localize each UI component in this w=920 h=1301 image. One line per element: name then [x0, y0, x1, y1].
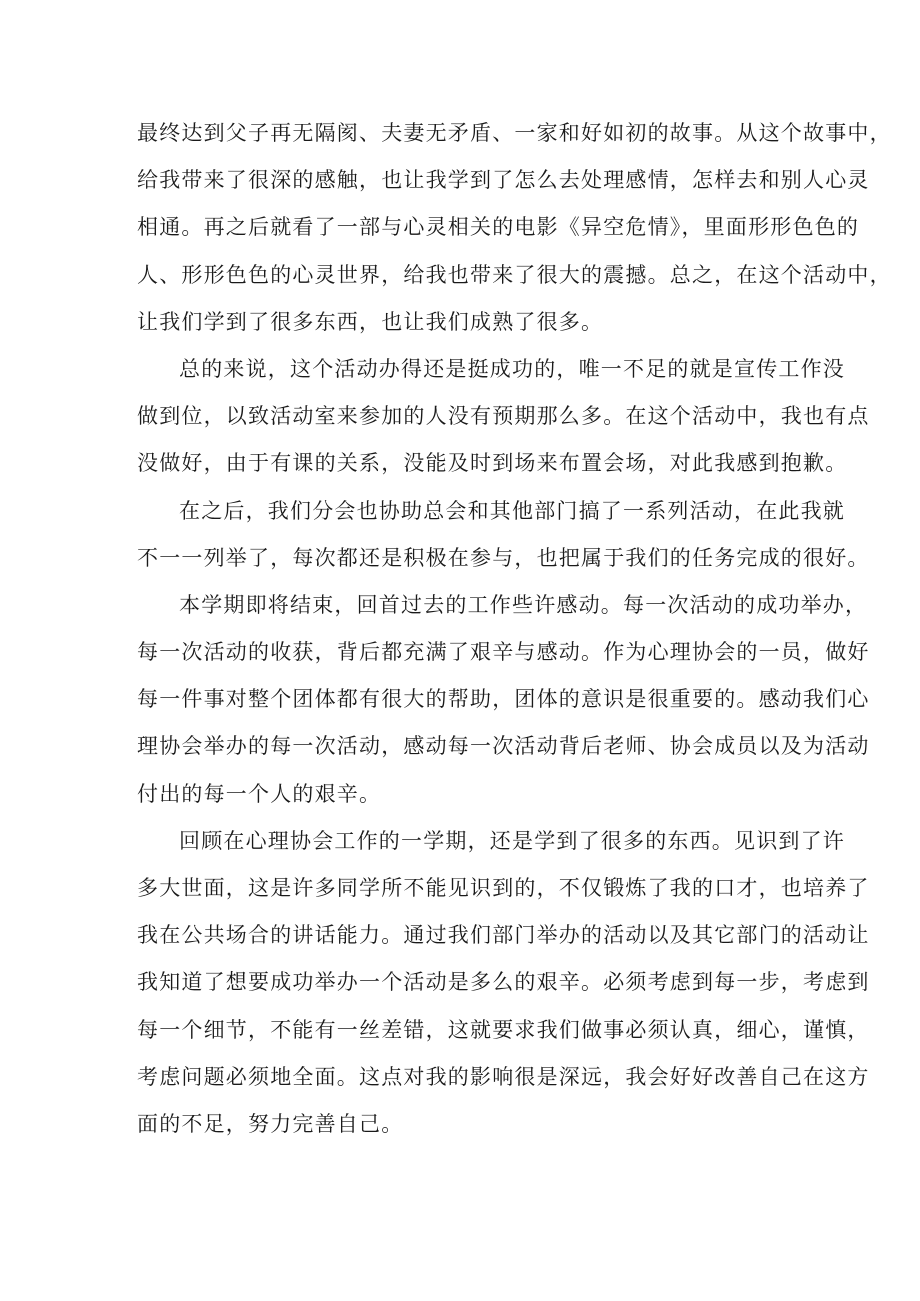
document-body — [137, 110, 892, 1148]
text-line: 做到位，以致活动室来参加的人没有预期那么多。在这个活动中，我也有点 — [137, 404, 870, 429]
text-line: 相通。再之后就看了一部与心灵相关的电影《异空危情》，里面形形色色的 — [137, 215, 860, 240]
text-line: 没做好，由于有课的关系，没能及时到场来布置会场，对此我感到抱歉。 — [137, 451, 848, 476]
text-line: 每一个细节，不能有一丝差错，这就要求我们做事必须认真，细心，谨慎， — [137, 1017, 870, 1042]
text-line: 不一一列举了，每次都还是积极在参与，也把属于我们的任务完成的很好。 — [137, 545, 870, 570]
text-line: 人、形形色色的心灵世界，给我也带来了很大的震撼。总之，在这个活动中， — [137, 262, 892, 287]
text-line: 每一件事对整个团体都有很大的帮助，团体的意识是很重要的。感动我们心 — [137, 687, 870, 712]
text-line: 考虑问题必须地全面。这点对我的影响很是深远，我会好好改善自己在这方 — [137, 1064, 870, 1089]
text-line: 面的不足，努力完善自己。 — [137, 1111, 404, 1136]
text-line: 理协会举办的每一次活动，感动每一次活动背后老师、协会成员以及为活动 — [137, 734, 870, 759]
text-line: 给我带来了很深的感触，也让我学到了怎么去处理感情，怎样去和别人心灵 — [137, 168, 870, 193]
text-line: 让我们学到了很多东西，也让我们成熟了很多。 — [137, 309, 604, 334]
text-line: 我在公共场合的讲话能力。通过我们部门举办的活动以及其它部门的活动让 — [137, 923, 870, 948]
paragraph-first-line: 本学期即将结束，回首过去的工作些许感动。每一次活动的成功举办， — [179, 592, 868, 617]
paragraph-first-line: 在之后，我们分会也协助总会和其他部门搞了一系列活动，在此我就 — [179, 498, 845, 523]
text-line: 付出的每一个人的艰辛。 — [137, 781, 382, 806]
paragraph-first-line: 总的来说，这个活动办得还是挺成功的，唯一不足的就是宣传工作没 — [179, 356, 845, 381]
text-line: 我知道了想要成功举办一个活动是多么的艰辛。必须考虑到每一步，考虑到 — [137, 970, 870, 995]
paragraph-first-line: 回顾在心理协会工作的一学期，还是学到了很多的东西。见识到了许 — [179, 828, 845, 853]
text-line: 最终达到父子再无隔阂、夫妻无矛盾、一家和好如初的故事。从这个故事中， — [137, 121, 892, 145]
text-line: 每一次活动的收获，背后都充满了艰辛与感动。作为心理协会的一员，做好 — [137, 640, 870, 665]
text-line: 多大世面，这是许多同学所不能见识到的，不仅锻炼了我的口才，也培养了 — [137, 876, 870, 900]
